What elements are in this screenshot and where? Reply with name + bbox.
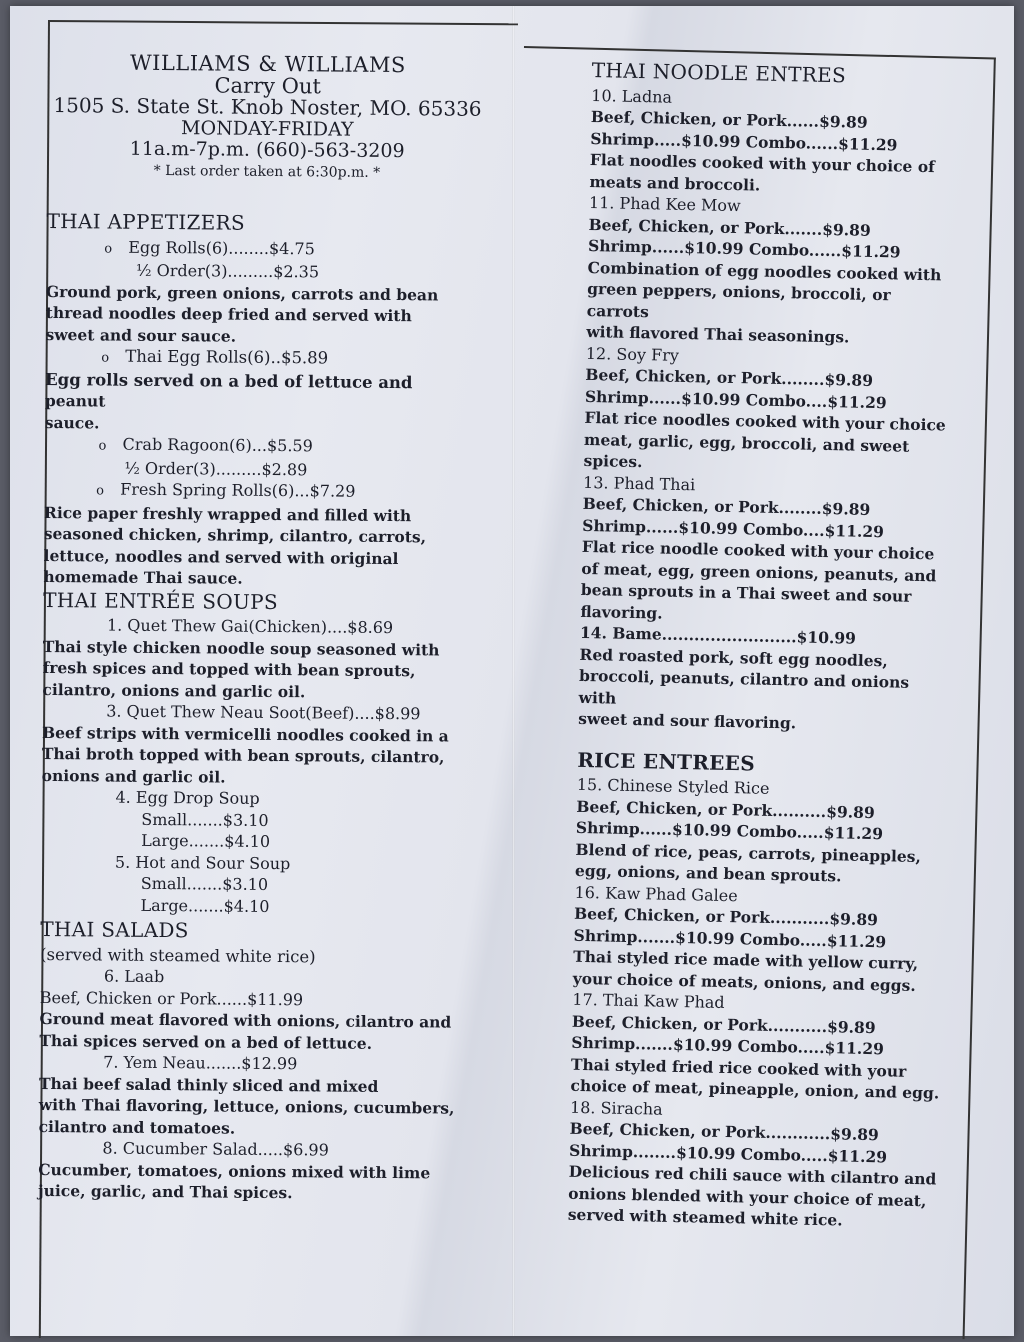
item-desc: Flat rice noodles cooked with your choice <box>584 407 946 435</box>
item-desc: meats and broccoli. <box>589 171 761 195</box>
last-order-note: * Last order taken at 6:30p.m. * <box>153 162 381 181</box>
item-desc: Thai beef salad thinly sliced and mixed <box>38 1073 379 1096</box>
item-desc: spices. <box>583 450 643 472</box>
item-desc: Combination of egg noodles cooked with <box>587 257 942 284</box>
item-desc: Flat noodles cooked with your choice of <box>589 149 936 177</box>
item-desc: with flavored Thai seasonings. <box>586 321 850 347</box>
item-price: Beef, Chicken, or Pork........$9.89 <box>585 364 874 390</box>
item-desc: Ground pork, green onions, carrots and bean <box>45 281 439 304</box>
restaurant-address: 1505 S. State St. Knob Noster, MO. 65336 <box>53 93 482 121</box>
item-desc: onions blended with your choice of meat, <box>568 1183 927 1210</box>
item-desc: Thai styled fried rice cooked with your <box>570 1054 907 1081</box>
item-price: Beef, Chicken, or Pork...........$9.89 <box>573 903 879 930</box>
item-egg-rolls-half: ½ Order(3).........$2.35 <box>136 260 320 282</box>
restaurant-subtitle: Carry Out <box>214 72 322 98</box>
bullet-icon: o <box>96 483 105 499</box>
item-price: Shrimp......$10.99 Combo......$11.29 <box>587 235 901 262</box>
item-thai-egg-rolls: Thai Egg Rolls(6)..$5.89 <box>125 346 329 368</box>
item-desc: sweet and sour flavoring. <box>578 708 797 733</box>
restaurant-name: WILLIAMS & WILLIAMS <box>129 50 406 78</box>
item-crab-ragoon: Crab Ragoon(6)...$5.59 <box>122 434 313 456</box>
item-price: Beef, Chicken, or Pork.......$9.89 <box>588 214 871 240</box>
item-desc: seasoned chicken, shrimp, cilantro, carrots, <box>43 523 427 547</box>
item-desc: Thai spices served on a bed of lettuce. <box>39 1030 373 1053</box>
item-price: Shrimp......$10.99 Combo.....$11.29 <box>575 817 884 844</box>
salads-subtitle: (served with steamed white rice) <box>40 944 316 966</box>
open-days: MONDAY-FRIDAY <box>181 116 354 141</box>
item-price: Shrimp......$10.99 Combo....$11.29 <box>584 386 887 412</box>
item-desc: meat, garlic, egg, broccoli, and sweet <box>583 429 910 456</box>
item-soup-5-small: Small.......$3.10 <box>140 873 269 894</box>
item-price: Beef, Chicken, or Pork...........$9.89 <box>571 1011 876 1037</box>
item-desc: broccoli, peanuts, cilantro and onions with <box>578 665 910 708</box>
item-price: Beef, Chicken, or Pork............$9.89 <box>569 1118 879 1145</box>
item-soup-5-large: Large.......$4.10 <box>140 895 270 916</box>
item-desc: lettuce, noodles and served with original <box>43 545 399 568</box>
section-title-noodles: THAI NOODLE ENTRES <box>591 58 847 88</box>
item-price: Shrimp.......$10.99 Combo.....$11.29 <box>571 1032 885 1059</box>
item-noodle-14: 14. Bame.........................$10.99 <box>579 622 857 648</box>
right-column <box>568 60 962 1233</box>
item-salad-8: 8. Cucumber Salad.....$6.99 <box>102 1138 329 1160</box>
item-desc: your choice of meats, onions, and eggs. <box>572 968 916 995</box>
item-soup-4-large: Large.......$4.10 <box>141 830 271 851</box>
item-spring-rolls: Fresh Spring Rolls(6)...$7.29 <box>120 479 356 501</box>
bullet-icon: o <box>98 438 107 454</box>
item-egg-rolls: Egg Rolls(6)........$4.75 <box>128 237 315 258</box>
item-desc: flavoring. <box>580 601 663 623</box>
item-price: Shrimp.......$10.99 Combo.....$11.29 <box>573 925 887 951</box>
item-price: Shrimp......$10.99 Combo....$11.29 <box>582 515 885 541</box>
item-crab-ragoon-half: ½ Order(3).........$2.89 <box>124 458 308 479</box>
item-desc: Cucumber, tomatoes, onions mixed with lime <box>38 1159 431 1182</box>
item-desc: homemade Thai sauce. <box>43 566 243 588</box>
item-desc: bean sprouts in a Thai sweet and sour <box>580 579 912 606</box>
item-desc: of meat, egg, green onions, peanuts, and <box>581 558 937 585</box>
item-noodle-13: 13. Phad Thai <box>582 472 696 494</box>
item-desc: with Thai flavoring, lettuce, onions, cucumbers, <box>38 1094 455 1118</box>
section-title-rice: RICE ENTREES <box>577 747 756 776</box>
item-soup-5: 5. Hot and Sour Soup <box>114 852 291 873</box>
item-desc: onions and garlic oil. <box>41 765 226 787</box>
section-title-soups: THAI ENTRÉE SOUPS <box>43 587 279 614</box>
item-desc: cilantro and tomatoes. <box>38 1116 236 1138</box>
item-desc: cilantro, onions and garlic oil. <box>42 679 306 701</box>
item-desc: egg, onions, and bean sprouts. <box>574 860 842 886</box>
item-salad-7: 7. Yem Neau.......$12.99 <box>103 1052 298 1074</box>
item-desc: Flat rice noodle cooked with your choice <box>581 536 935 564</box>
item-soup-4-small: Small.......$3.10 <box>141 809 269 830</box>
item-price: Beef, Chicken, or Pork..........$9.89 <box>576 796 875 822</box>
item-salad-6: 6. Laab <box>103 966 165 987</box>
item-desc: Rice paper freshly wrapped and filled with <box>43 502 412 525</box>
menu-header <box>47 52 488 185</box>
item-desc: served with steamed white rice. <box>567 1204 843 1230</box>
item-rice-16: 16. Kaw Phad Galee <box>574 882 738 905</box>
item-price: Shrimp........$10.99 Combo.....$11.29 <box>568 1140 888 1166</box>
item-rice-17: 17. Thai Kaw Phad <box>572 989 725 1012</box>
section-title-salads: THAI SALADS <box>40 916 189 943</box>
item-soup-4: 4. Egg Drop Soup <box>115 787 260 808</box>
item-soup-3: 3. Quet Thew Neau Soot(Beef)....$8.99 <box>106 701 421 724</box>
item-desc: thread noodles deep fried and served with <box>45 302 412 326</box>
item-desc: Egg rolls served on a bed of lettuce and <box>45 369 413 392</box>
item-desc: Red roasted pork, soft egg noodles, <box>579 644 888 670</box>
item-desc: Thai style chicken noodle soup seasoned with <box>42 636 440 659</box>
item-desc: Thai broth topped with bean sprouts, cilantro, <box>41 743 445 767</box>
item-desc: Blend of rice, peas, carrots, pineapples, <box>575 839 922 866</box>
item-desc: Delicious red chili sauce with cilantro and <box>568 1161 937 1189</box>
item-rice-18: 18. Siracha <box>569 1097 663 1119</box>
item-desc: fresh spices and topped with bean sprouts, <box>42 657 416 681</box>
item-desc: Beef strips with vermicelli noodles cooked in a <box>41 722 449 746</box>
left-column <box>38 52 488 1205</box>
item-desc: Thai styled rice made with yellow curry, <box>573 946 919 974</box>
item-salad-6-price: Beef, Chicken or Pork......$11.99 <box>39 987 304 1009</box>
item-desc: juice, garlic, and Thai spices. <box>37 1180 293 1203</box>
item-desc: choice of meat, pineapple, onion, and egg. <box>570 1075 940 1103</box>
item-noodle-12: 12. Soy Fry <box>585 343 680 365</box>
item-desc: peanut <box>44 390 106 411</box>
item-price: Beef, Chicken, or Pork......$9.89 <box>590 106 868 132</box>
item-noodle-11: 11. Phad Kee Mow <box>588 192 741 216</box>
item-noodle-10: 10. Ladna <box>591 85 673 107</box>
item-price: Shrimp.....$10.99 Combo......$11.29 <box>590 128 898 154</box>
bullet-icon: o <box>101 350 110 366</box>
item-desc: sauce. <box>44 412 100 432</box>
item-rice-15: 15. Chinese Styled Rice <box>576 774 770 798</box>
section-title-appetizers: THAI APPETIZERS <box>46 208 246 235</box>
item-desc: Ground meat flavored with onions, cilantro and <box>39 1008 452 1032</box>
item-soup-1: 1. Quet Thew Gai(Chicken)....$8.69 <box>106 615 394 638</box>
bullet-icon: o <box>104 240 113 257</box>
item-desc: green peppers, onions, broccoli, or carrots <box>586 278 891 321</box>
open-hours: 11a.m-7p.m. (660)-563-3209 <box>129 137 405 163</box>
item-desc: sweet and sour sauce. <box>45 324 237 346</box>
item-price: Beef, Chicken, or Pork........$9.89 <box>582 493 871 519</box>
